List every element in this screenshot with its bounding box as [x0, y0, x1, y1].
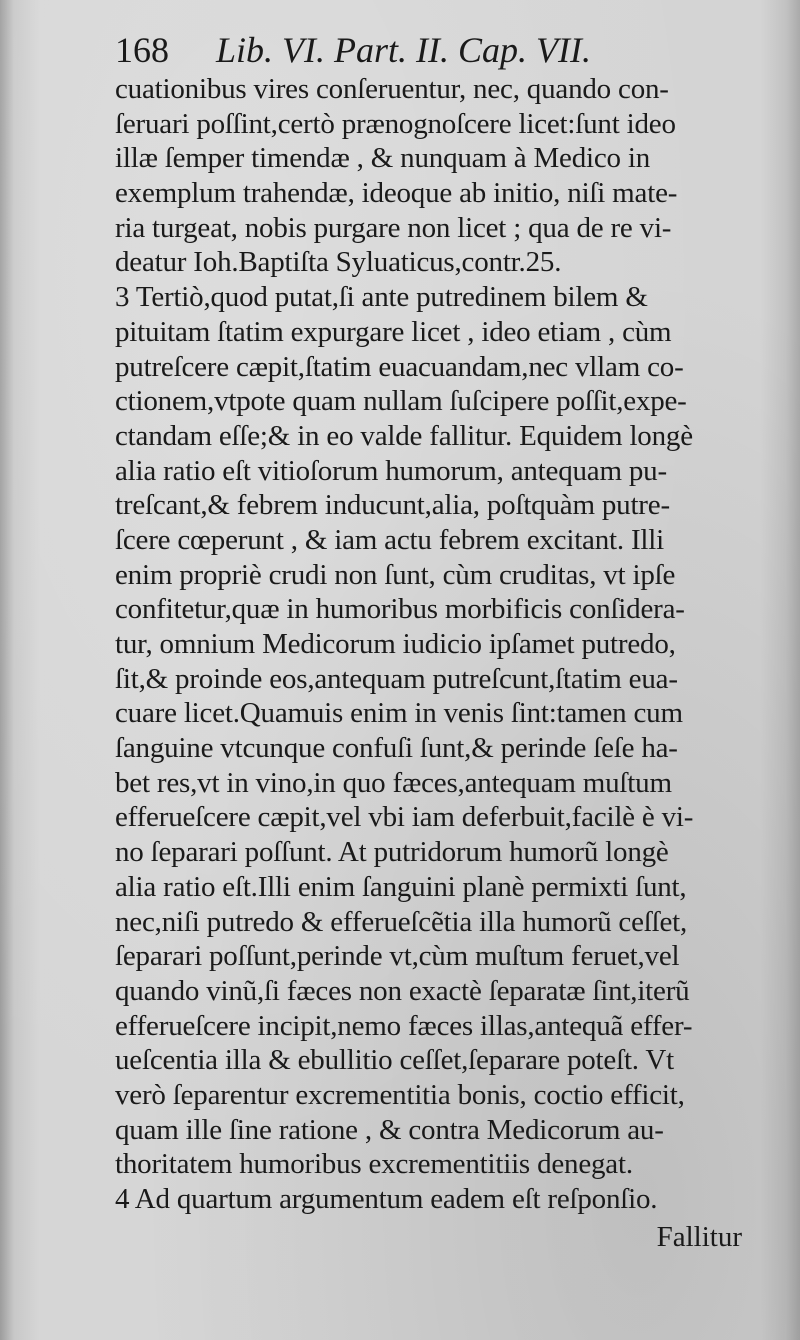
- text-line: thoritatem humoribus excrementitiis denegat.: [115, 1148, 633, 1181]
- text-line: treſcant,& febrem inducunt,alia, poſtquàm putre-: [115, 489, 670, 522]
- running-head: Lib. VI. Part. II. Cap. VII.: [216, 30, 591, 70]
- text-line: bet res,vt in vino,in quo fæces,antequam muſtum: [115, 766, 672, 799]
- catchword: Fallitur: [656, 1221, 742, 1253]
- text-line: tur, omnium Medicorum iudicio ipſamet putredo,: [115, 628, 676, 660]
- text-line: deatur Ioh.Baptiſta Syluaticus,contr.25.: [115, 246, 562, 279]
- body-text: [115, 72, 740, 1217]
- text-line: ſeparari poſſunt,perinde vt,cùm muſtum feruet,vel: [115, 940, 680, 973]
- text-line: confitetur,quæ in humoribus morbificis conſidera-: [115, 593, 685, 626]
- text-line: nec,niſi putredo & efferueſcẽtia illa humorũ ceſſet,: [115, 905, 688, 938]
- text-line: 4 Ad quartum argumentum eadem eſt reſponſio.: [115, 1183, 658, 1215]
- text-line: 3 Tertiò,quod putat,ſi ante putredinem bilem &: [115, 281, 648, 314]
- text-line: alia ratio eſt vitioſorum humorum, antequam pu-: [115, 454, 667, 487]
- text-line: ſeruari poſſint,certò prænognoſcere licet:ſunt ideo: [115, 107, 676, 140]
- text-line: ctandam eſſe;& in eo valde fallitur. Equidem longè: [115, 419, 693, 452]
- text-line: ueſcentia illa & ebullitio ceſſet,ſeparare poteſt. Vt: [115, 1044, 674, 1077]
- page-number: 168: [115, 30, 169, 70]
- text-line: ria turgeat, nobis purgare non licet ; qua de re vi-: [115, 211, 672, 244]
- text-line: no ſeparari poſſunt. At putridorum humorũ longè: [115, 836, 669, 869]
- text-line: quando vinũ,ſi fæces non exactè ſeparatæ ſint,iterũ: [115, 974, 690, 1007]
- page-header: [115, 28, 735, 72]
- text-line: quam ille ſine ratione , & contra Medicorum au-: [115, 1113, 664, 1146]
- text-line: putreſcere cæpit,ſtatim euacuandam,nec vllam co-: [115, 350, 684, 383]
- text-line: cuationibus vires conſeruentur, nec, quando con-: [115, 73, 669, 105]
- text-line: cuare licet.Quamuis enim in venis ſint:tamen cum: [115, 697, 683, 730]
- text-line: pituitam ſtatim expurgare licet , ideo etiam , cùm: [115, 315, 672, 348]
- text-line: efferueſcere incipit,nemo fæces illas,antequã effer-: [115, 1009, 693, 1042]
- text-line: ſcere cœperunt , & iam actu febrem excitant. Illi: [115, 523, 665, 556]
- text-line: efferueſcere cæpit,vel vbi iam deferbuit,facilè è vi-: [115, 801, 694, 834]
- text-line: enim propriè crudi non ſunt, cùm cruditas, vt ipſe: [115, 558, 676, 591]
- text-line: ctionem,vtpote quam nullam ſuſcipere poſſit,expe-: [115, 385, 687, 418]
- text-line: verò ſeparentur excrementitia bonis, coctio efficit,: [115, 1078, 685, 1111]
- text-line: ſanguine vtcunque confuſi ſunt,& perinde ſeſe ha-: [115, 732, 678, 765]
- text-line: alia ratio eſt.Illi enim ſanguini planè permixti ſunt,: [115, 870, 687, 903]
- text-line: exemplum trahendæ, ideoque ab initio, niſi mate-: [115, 177, 678, 210]
- text-line: illæ ſemper timendæ , & nunquam à Medico in: [115, 142, 651, 175]
- text-line: ſit,& proinde eos,antequam putreſcunt,ſtatim eua-: [115, 662, 678, 695]
